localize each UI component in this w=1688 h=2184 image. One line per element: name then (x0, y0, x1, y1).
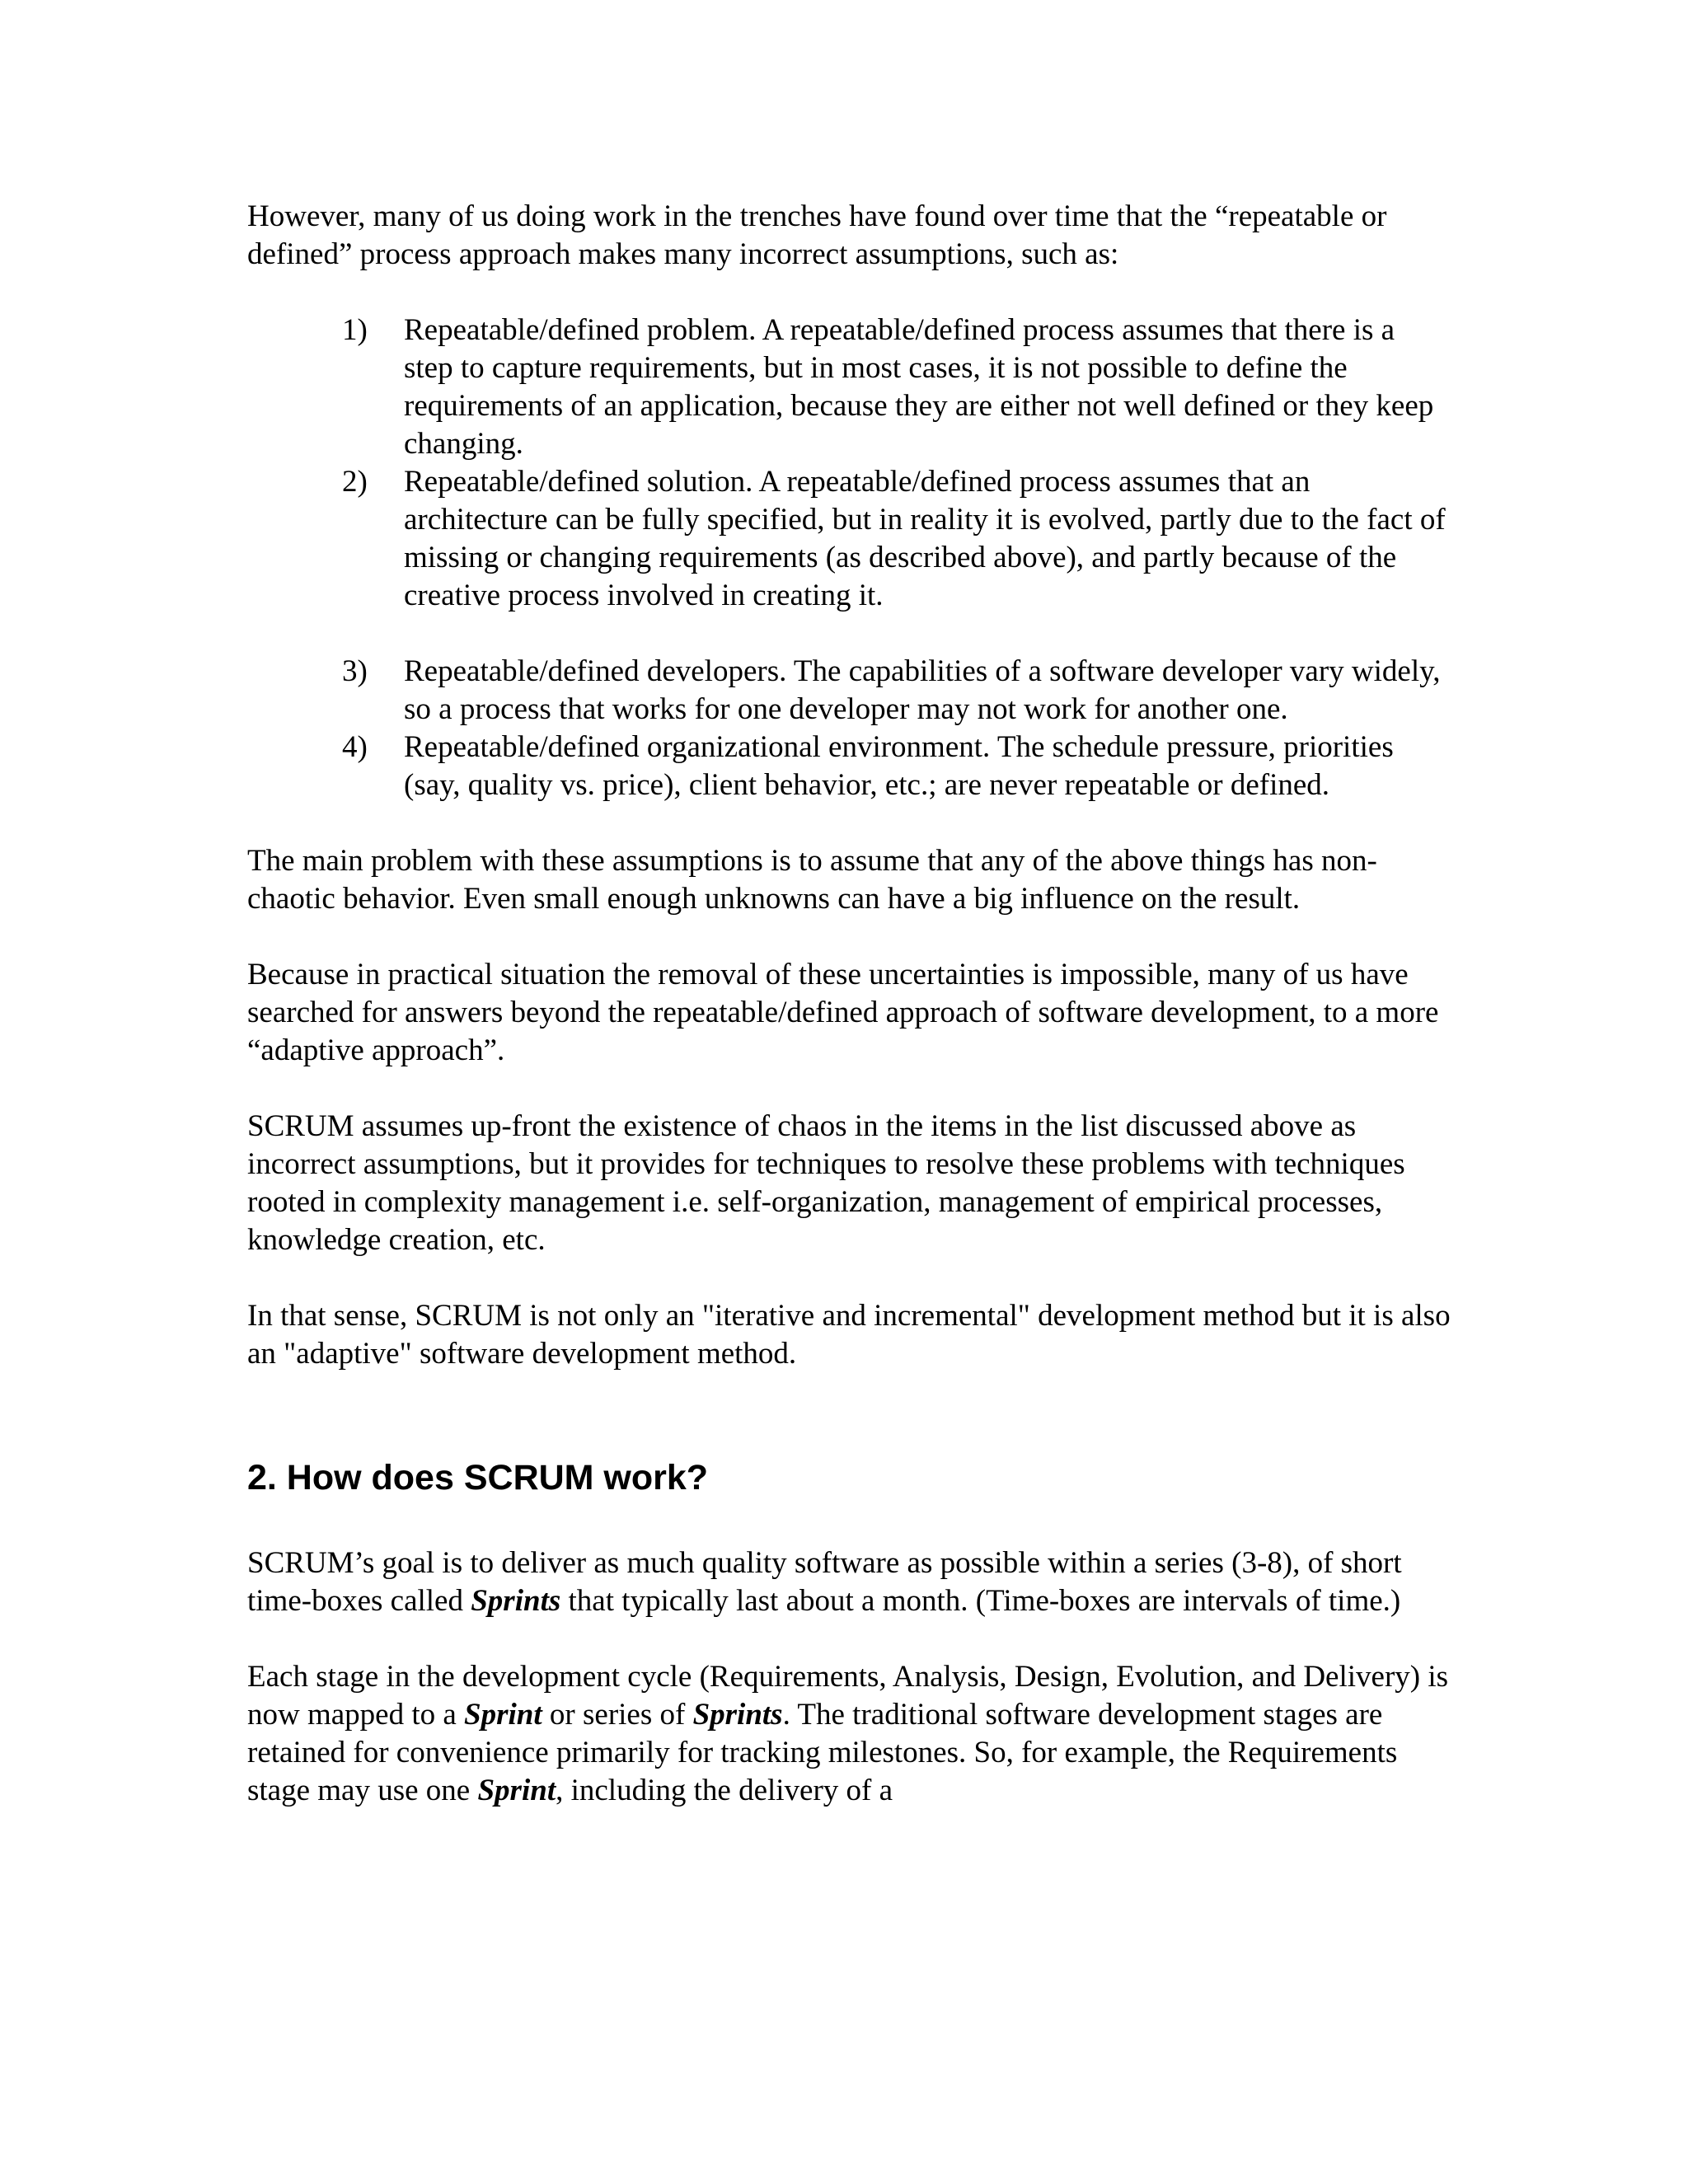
list-item-number: 3) (342, 654, 368, 688)
list-item (342, 729, 1451, 804)
body-paragraph-development-stages: Each stage in the development cycle (Requirements, Analysis, Design, Evolution, and Delivery) is now mapped to a Sprint or series of Sprints. The traditional software development stages are retained for convenience primarily for tracking milestones. So, for example, the Requirements stage may use one Sprint, including the delivery of a (247, 1660, 1449, 1807)
body-paragraph-adaptive-method: In that sense, SCRUM is not only an "iterative and incremental" development method but it is also an "adaptive" software development method. (247, 1299, 1451, 1371)
list-item (342, 463, 1451, 615)
list-item-number: 4) (342, 730, 368, 764)
document-page (247, 198, 1451, 1810)
body-paragraph-adaptive-approach: Because in practical situation the removal of these uncertainties is impossible, many of us have searched for answers beyond the repeatable/defined approach of software development, to a more “adaptive approach”. (247, 958, 1439, 1067)
list-item (342, 653, 1451, 729)
list-item-text: Repeatable/defined problem. A repeatable/defined process assumes that there is a step to capture requirements, but in most cases, it is not possible to define the requirements of an application, because they are either not well defined or they keep changing. (404, 313, 1434, 461)
sprint-term: Sprint (464, 1698, 542, 1732)
body-paragraph-scrum-chaos: SCRUM assumes up-front the existence of chaos in the items in the list discussed above as incorrect assumptions, but it provides for techniques to resolve these problems with techniques rooted in complexity management i.e. self-organization, management of empirical processes, knowledge creation, etc. (247, 1109, 1405, 1257)
sprint-term: Sprint (477, 1774, 556, 1807)
list-item-text: Repeatable/defined organizational environment. The schedule pressure, priorities (say, quality vs. price), client behavior, etc.; are never repeatable or defined. (404, 730, 1394, 802)
body-paragraph-scrum-goal: SCRUM’s goal is to deliver as much quality software as possible within a series (3-8), of short time-boxes called Sprints that typically last about a month. (Time-boxes are intervals of time.) (247, 1546, 1402, 1618)
list-item-text: Repeatable/defined developers. The capabilities of a software developer vary widely, so a process that works for one developer may not work for another one. (404, 654, 1441, 726)
sprints-term: Sprints (471, 1584, 561, 1618)
list-item-number: 2) (342, 465, 368, 499)
list-item (342, 312, 1451, 463)
assumptions-list (247, 312, 1451, 804)
list-item-number: 1) (342, 313, 368, 347)
list-item-text: Repeatable/defined solution. A repeatable/defined process assumes that an architecture can be fully specified, but in reality it is evolved, partly due to the fact of missing or changing requirements (as described above), and partly because of the creative process involved in creating it. (404, 465, 1446, 612)
intro-paragraph: However, many of us doing work in the trenches have found over time that the “repeatable or defined” process approach makes many incorrect assumptions, such as: (247, 199, 1387, 271)
section-heading: 2. How does SCRUM work? (247, 1458, 709, 1497)
sprints-term: Sprints (692, 1698, 783, 1732)
body-paragraph-assumptions-problem: The main problem with these assumptions is to assume that any of the above things has non-chaotic behavior. Even small enough unknowns can have a big influence on the result. (247, 844, 1377, 916)
